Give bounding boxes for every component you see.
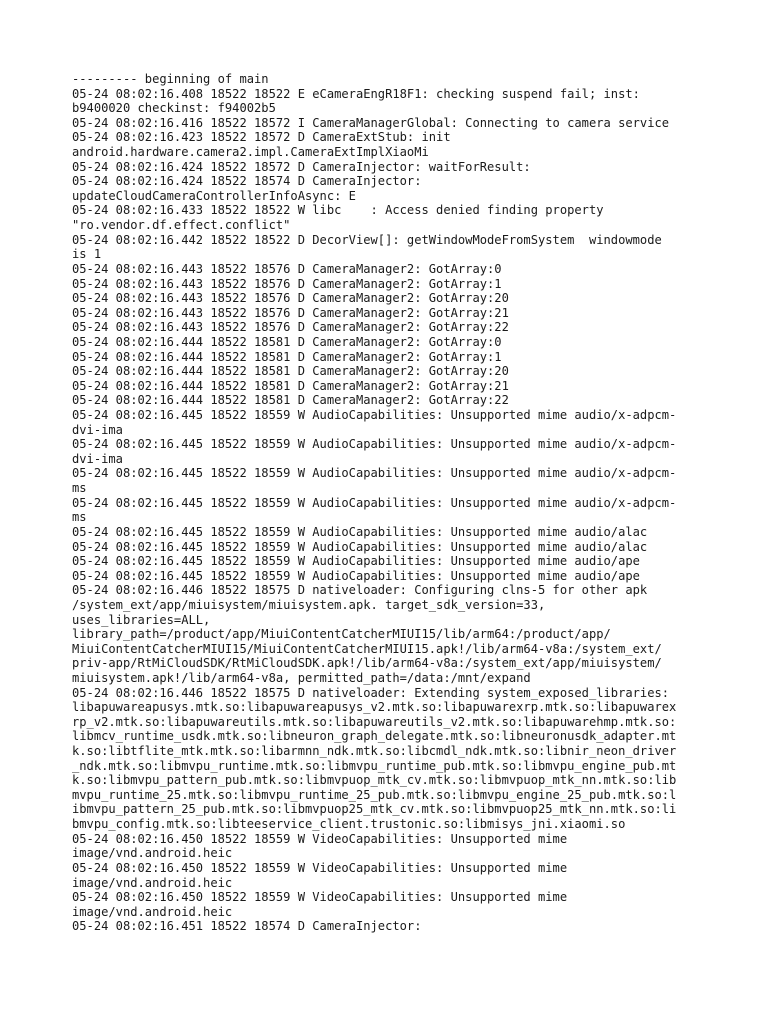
log-line: 05-24 08:02:16.445 18522 18559 W AudioCapabilities: Unsupported mime audio/x-adpcm-	[72, 466, 677, 481]
log-line: updateCloudCameraControllerInfoAsync: E	[72, 188, 356, 203]
log-line: uses_libraries=ALL,	[72, 612, 211, 627]
log-line: 05-24 08:02:16.423 18522 18572 D CameraExtStub: init	[72, 130, 451, 145]
log-line: miuisystem.apk!/lib/arm64-v8a, permitted_path=/data:/mnt/expand	[72, 670, 531, 685]
log-line: 05-24 08:02:16.443 18522 18576 D CameraManager2: GotArray:20	[72, 291, 509, 306]
log-line: mvpu_runtime_25.mtk.so:libmvpu_runtime_25_pub.mtk.so:libmvpu_engine_25_pub.mtk.so:l	[72, 787, 677, 802]
log-line: 05-24 08:02:16.444 18522 18581 D CameraManager2: GotArray:21	[72, 378, 509, 393]
log-line: b9400020 checkinst: f94002b5	[72, 101, 276, 116]
log-line: 05-24 08:02:16.446 18522 18575 D nativeloader: Extending system_exposed_libraries:	[72, 685, 670, 700]
log-line: 05-24 08:02:16.443 18522 18576 D CameraManager2: GotArray:21	[72, 305, 509, 320]
log-line: image/vnd.android.heic	[72, 904, 233, 919]
log-line: bmvpu_config.mtk.so:libteeservice_client.trustonic.so:libmisys_jni.xiaomi.so	[72, 817, 626, 832]
log-line: /system_ext/app/miuisystem/miuisystem.apk. target_sdk_version=33,	[72, 597, 546, 612]
log-line: ibmvpu_pattern_25_pub.mtk.so:libmvpuop25_mtk_cv.mtk.so:libmvpuop25_mtk_nn.mtk.so:li	[72, 802, 677, 817]
log-line: k.so:libtflite_mtk.mtk.so:libarmnn_ndk.mtk.so:libcmdl_ndk.mtk.so:libnir_neon_driver	[72, 744, 677, 759]
log-line: rp_v2.mtk.so:libapuwareutils.mtk.so:libapuwareutils_v2.mtk.so:libapuwarehmp.mtk.so:	[72, 714, 677, 729]
log-line: 05-24 08:02:16.433 18522 18522 W libc : Access denied finding property	[72, 203, 604, 218]
log-line: image/vnd.android.heic	[72, 875, 233, 890]
log-line: k.so:libmvpu_pattern_pub.mtk.so:libmvpuop_mtk_cv.mtk.so:libmvpuop_mtk_nn.mtk.so:lib	[72, 773, 677, 788]
log-line: 05-24 08:02:16.450 18522 18559 W VideoCapabilities: Unsupported mime	[72, 860, 568, 875]
log-line: 05-24 08:02:16.443 18522 18576 D CameraManager2: GotArray:22	[72, 320, 509, 335]
log-line: dvi-ima	[72, 422, 123, 437]
log-line: 05-24 08:02:16.445 18522 18559 W AudioCapabilities: Unsupported mime audio/x-adpcm-	[72, 495, 677, 510]
log-line: image/vnd.android.heic	[72, 846, 233, 861]
log-line: android.hardware.camera2.impl.CameraExtImplXiaoMi	[72, 145, 429, 160]
log-line: 05-24 08:02:16.445 18522 18559 W AudioCapabilities: Unsupported mime audio/alac	[72, 539, 648, 554]
log-line: 05-24 08:02:16.444 18522 18581 D CameraManager2: GotArray:1	[72, 349, 502, 364]
log-line: 05-24 08:02:16.442 18522 18522 D DecorView[]: getWindowModeFromSystem windowmode	[72, 232, 662, 247]
log-line: 05-24 08:02:16.443 18522 18576 D CameraManager2: GotArray:0	[72, 261, 502, 276]
log-line: 05-24 08:02:16.444 18522 18581 D CameraManager2: GotArray:20	[72, 364, 509, 379]
log-line: ms	[72, 510, 87, 525]
log-line: libmcv_runtime_usdk.mtk.so:libneuron_graph_delegate.mtk.so:libneuronusdk_adapter.mt	[72, 729, 677, 744]
log-line: 05-24 08:02:16.445 18522 18559 W AudioCapabilities: Unsupported mime audio/ape	[72, 568, 640, 583]
log-line: 05-24 08:02:16.444 18522 18581 D CameraManager2: GotArray:0	[72, 334, 502, 349]
log-line: 05-24 08:02:16.451 18522 18574 D CameraInjector:	[72, 919, 422, 934]
log-line: MiuiContentCatcherMIUI15/MiuiContentCatcherMIUI15.apk!/lib/arm64-v8a:/system_ext/	[72, 641, 662, 656]
log-line: 05-24 08:02:16.445 18522 18559 W AudioCapabilities: Unsupported mime audio/ape	[72, 554, 640, 569]
log-line: 05-24 08:02:16.444 18522 18581 D CameraManager2: GotArray:22	[72, 393, 509, 408]
log-line: 05-24 08:02:16.446 18522 18575 D nativeloader: Configuring clns-5 for other apk	[72, 583, 648, 598]
log-line: "ro.vendor.df.effect.conflict"	[72, 218, 291, 233]
log-line: 05-24 08:02:16.416 18522 18572 I CameraManagerGlobal: Connecting to camera service	[72, 115, 670, 130]
log-line: priv-app/RtMiCloudSDK/RtMiCloudSDK.apk!/lib/arm64-v8a:/system_ext/app/miuisystem/	[72, 656, 662, 671]
log-line: 05-24 08:02:16.424 18522 18574 D CameraInjector:	[72, 174, 422, 189]
log-line: ms	[72, 481, 87, 496]
log-line: 05-24 08:02:16.445 18522 18559 W AudioCapabilities: Unsupported mime audio/x-adpcm-	[72, 408, 677, 423]
log-line: 05-24 08:02:16.443 18522 18576 D CameraManager2: GotArray:1	[72, 276, 502, 291]
log-line: dvi-ima	[72, 451, 123, 466]
log-line: libapuwareapusys.mtk.so:libapuwareapusys_v2.mtk.so:libapuwarexrp.mtk.so:libapuwarex	[72, 700, 677, 715]
log-line: 05-24 08:02:16.408 18522 18522 E eCameraEngR18F1: checking suspend fail; inst:	[72, 86, 640, 101]
log-line: _ndk.mtk.so:libmvpu_runtime.mtk.so:libmvpu_runtime_pub.mtk.so:libmvpu_engine_pub.mt	[72, 758, 677, 773]
log-line: 05-24 08:02:16.450 18522 18559 W VideoCapabilities: Unsupported mime	[72, 890, 568, 905]
log-line: 05-24 08:02:16.424 18522 18572 D CameraInjector: waitForResult:	[72, 159, 531, 174]
log-text-block	[72, 72, 712, 934]
log-line: --------- beginning of main	[72, 72, 269, 86]
log-line: 05-24 08:02:16.445 18522 18559 W AudioCapabilities: Unsupported mime audio/x-adpcm-	[72, 437, 677, 452]
log-line: library_path=/product/app/MiuiContentCatcherMIUI15/lib/arm64:/product/app/	[72, 627, 611, 642]
log-line: 05-24 08:02:16.445 18522 18559 W AudioCapabilities: Unsupported mime audio/alac	[72, 524, 648, 539]
log-line: 05-24 08:02:16.450 18522 18559 W VideoCapabilities: Unsupported mime	[72, 831, 568, 846]
log-line: is 1	[72, 247, 102, 262]
